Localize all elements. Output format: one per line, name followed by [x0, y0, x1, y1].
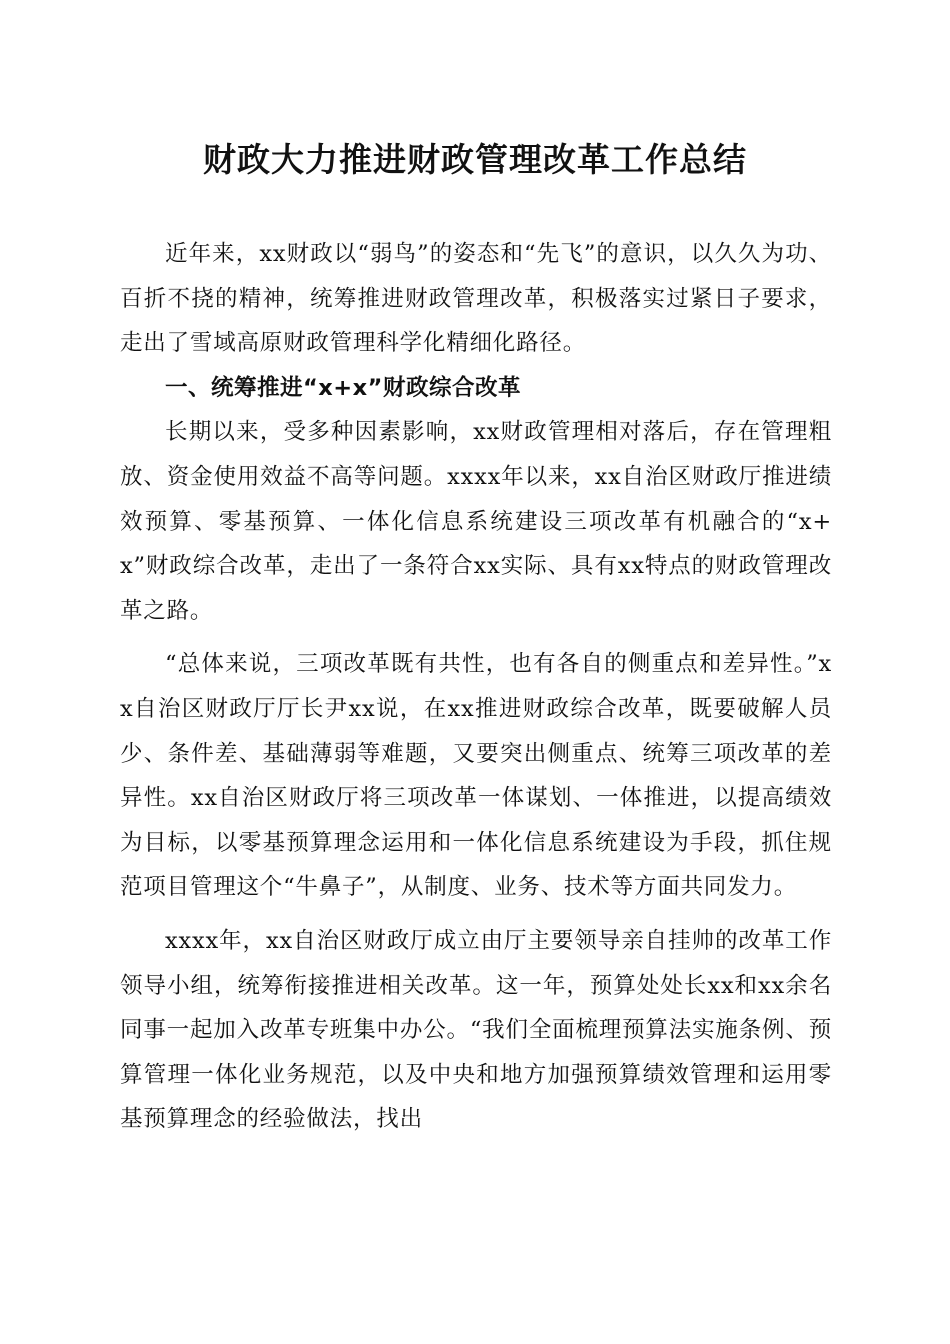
- paragraph-gap: [120, 910, 832, 919]
- body-paragraph-2: “总体来说，三项改革既有共性，也有各自的侧重点和差异性。”xx自治区财政厅厅长尹xx说，在xx推进财政综合改革，既要破解人员少、条件差、基础薄弱等难题，又要突出侧重点、统筹三项改革的差异性。xx自治区财政厅将三项改革一体谋划、一体推进，以提高绩效为目标，以零基预算理念运用和一体化信息系统建设为手段，抓住规范项目管理这个“牛鼻子”，从制度、业务、技术等方面共同发力。: [120, 651, 832, 901]
- body-paragraph-1: 长期以来，受多种因素影响，xx财政管理相对落后，存在管理粗放、资金使用效益不高等问题。xxxx年以来，xx自治区财政厅推进绩效预算、零基预算、一体化信息系统建设三项改革有机融合的“x+x”财政综合改革，走出了一条符合xx实际、具有xx特点的财政管理改革之路。: [120, 419, 832, 624]
- section-heading: 一、统筹推进“x+x”财政综合改革: [165, 374, 521, 401]
- document-title: 财政大力推进财政管理改革工作总结: [203, 140, 747, 179]
- intro-paragraph: 近年来，xx财政以“弱鸟”的姿态和“先飞”的意识，以久久为功、百折不挠的精神，统筹推进财政管理改革，积极落实过紧日子要求，走出了雪域高原财政管理科学化精细化路径。: [120, 241, 832, 357]
- paragraph-gap: [120, 633, 832, 642]
- body-paragraph-3: xxxx年，xx自治区财政厅成立由厅主要领导亲自挂帅的改革工作领导小组，统筹衔接推进相关改革。这一年，预算处处长xx和xx余名同事一起加入改革专班集中办公。“我们全面梳理预算法实施条例、预算管理一体化业务规范，以及中央和地方加强预算绩效管理和运用零基预算理念的经验做法，找出: [120, 927, 832, 1133]
- document-body: [120, 232, 832, 1142]
